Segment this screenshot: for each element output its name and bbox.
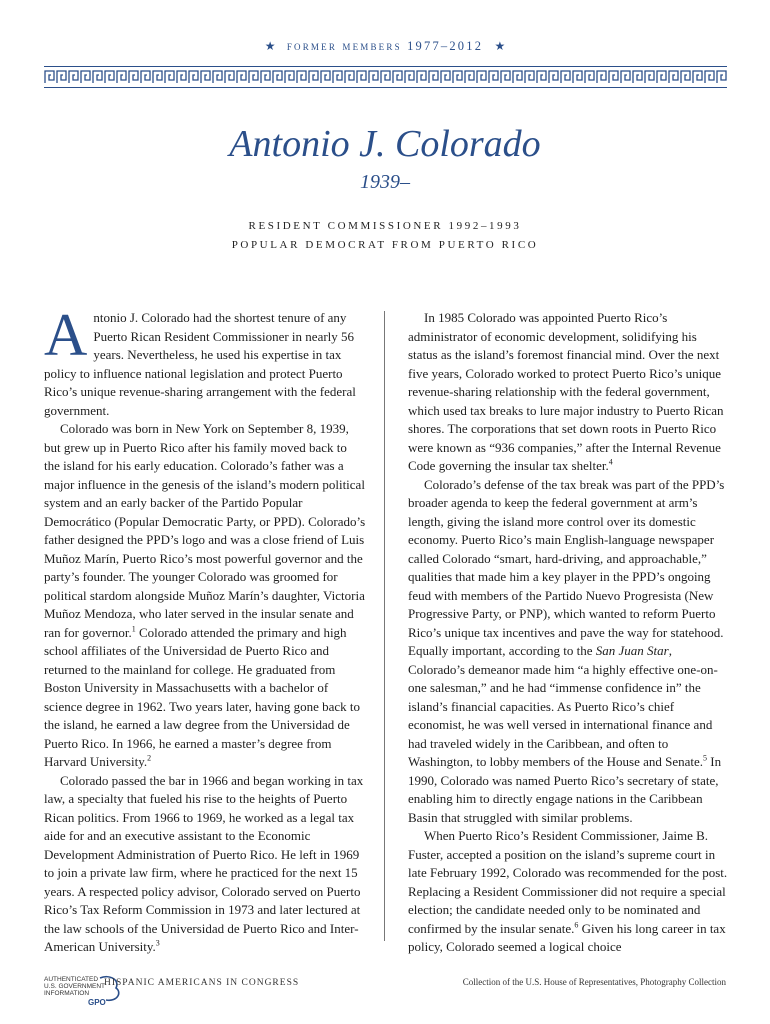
footnote-marker: 5	[703, 753, 708, 763]
paragraph: In 1985 Colorado was appointed Puerto Rico’s administrator of economic development, solidifying his status as the island’s foremost financial mind. Over the next five years, Colorado worked to protect Puerto Rico’s unique revenue-sharing relationship with the federal government, which used tax breaks to lure major industry to Puerto Rican shores. The corporations that set down roots in Puerto Rico were known as “936 companies,” after the Internal Revenue Code governing the insular tax shelter.$^4$	[408, 310, 724, 473]
footnote-marker: 6	[574, 920, 579, 930]
party-affiliation: POPULAR DEMOCRAT FROM PUERTO RICO	[231, 239, 539, 251]
footnote-marker: 1	[131, 624, 136, 634]
column-divider	[384, 311, 385, 941]
running-header-title: former members 1977–2012	[286, 39, 484, 53]
member-years: 1939–	[360, 171, 410, 193]
footnote-marker: 4	[608, 457, 613, 467]
paragraph: Antonio J. Colorado had the shortest tenure of any Puerto Rican Resident Commissioner in nearly 56 years. Nevertheless, he used his expertise in tax policy to influence national legislation and protect Puerto Rico’s unique revenue-sharing arrangement with the federal government.	[44, 302, 356, 418]
paragraph: Colorado’s defense of the tax break was part of the PPD’s broader agenda to keep the federal government at arm’s length, giving the island more control over its domestic economy. Puerto Rico’s main English-language newspaper called Colorado “smart, hard-driving, and approachable,” qualities that made him a key player in the PPD’s ongoing feud with members of the Partido Nuevo Progresista (New Progressive Party, or PNP), which wanted to reform Puerto Rico’s unique tax incentives and pave the way for statehood. Equally important, according to the San Juan Star, Colorado’s demeanor made him “a highly effective one-on-one salesman,” and he had “immense confidence in” the island’s financial capacities. As Puerto Rico’s chief economist, he was well versed in international finance and had traveled widely in the Caribbean, and often to Washington, to lobby members of the House and Senate.$^5$ In 1990, Colorado was named Puerto Rico’s secretary of state, enabling him to directly engage nations in the Caribbean Basin that struggled with similar problems.	[408, 476, 725, 825]
paragraph: Colorado passed the bar in 1966 and began working in tax law, a specialty that fueled his rise to the heights of Puerto Rican politics. From 1966 to 1969, he worked as a legal tax aide for and an executive assistant to the Economic Development Administration of Puerto Rico. He left in 1969 to join a private law firm, where he practiced for the next 15 years. A respected policy advisor, Colorado served on Puerto Rico’s Tax Reform Commission in 1973 and later lectured at the law schools of the Universidad de Puerto Rico and Inter-American University.$^3$	[44, 772, 364, 954]
photo-credit: Collection of the U.S. House of Representatives, Photography Collection	[462, 977, 726, 987]
star-icon: ★	[494, 39, 506, 53]
paragraph: Colorado was born in New York on September 8, 1939, but grew up in Puerto Rico after his family moved back to the island for his early education. Colorado’s father was a major influence in the genesis of the island’s modern political system and an early backer of the Partido Popular Democrático (Popular Democratic Party, or PPD). Colorado’s father designed the PPD’s logo and was a close friend of Luis Muñoz Marín, Puerto Rico’s most powerful governor and the party’s founder. The younger Colorado was groomed for political stardom alongside Muñoz Marín’s daughter, Victoria Muñoz Mendoza, who later served in the insular senate and ran for governor.$^1$ Colorado attended the primary and high school affiliates of the Universidad de Puerto Rico and returned to the mainland for college. He graduated from Boston University in Massachusetts with a bachelor of science degree in 1962. Two years later, having gone back to the island, he earned a law degree from the Universidad de Puerto Rico. In 1966, he earned a master’s degree from Harvard University.$^2$	[44, 421, 366, 769]
running-header	[0, 39, 770, 54]
newspaper-title: San Juan Star	[595, 643, 669, 658]
drop-cap: A	[44, 302, 88, 368]
greek-key-pattern	[44, 67, 727, 86]
greek-key-border	[44, 66, 727, 88]
gpo-logo-text: AUTHENTICATED U.S. GOVERNMENT INFORMATION	[44, 976, 106, 997]
member-name: Antonio J. Colorado	[229, 123, 541, 165]
star-icon: ★	[264, 39, 276, 53]
footnote-marker: 2	[147, 753, 152, 763]
book-title: HISPANIC AMERICANS IN CONGRESS	[104, 978, 300, 988]
office-title: RESIDENT COMMISSIONER 1992–1993	[248, 220, 522, 232]
footer-left	[44, 974, 300, 1014]
gpo-logo: GPO	[88, 998, 106, 1007]
footnote-marker: 3	[155, 938, 160, 948]
text-column-right	[408, 309, 728, 957]
text-column-left	[44, 302, 366, 957]
paragraph: When Puerto Rico’s Resident Commissioner, Jaime B. Fuster, accepted a position on the island’s supreme court in late February 1992, Colorado was recommended for the post. Replacing a Resident Commissioner did not require a special election; the candidate needed only to be nominated and confirmed by the insular senate.$^6$ Given his long career in tax policy, Colorado seemed a logical choice	[408, 828, 728, 954]
